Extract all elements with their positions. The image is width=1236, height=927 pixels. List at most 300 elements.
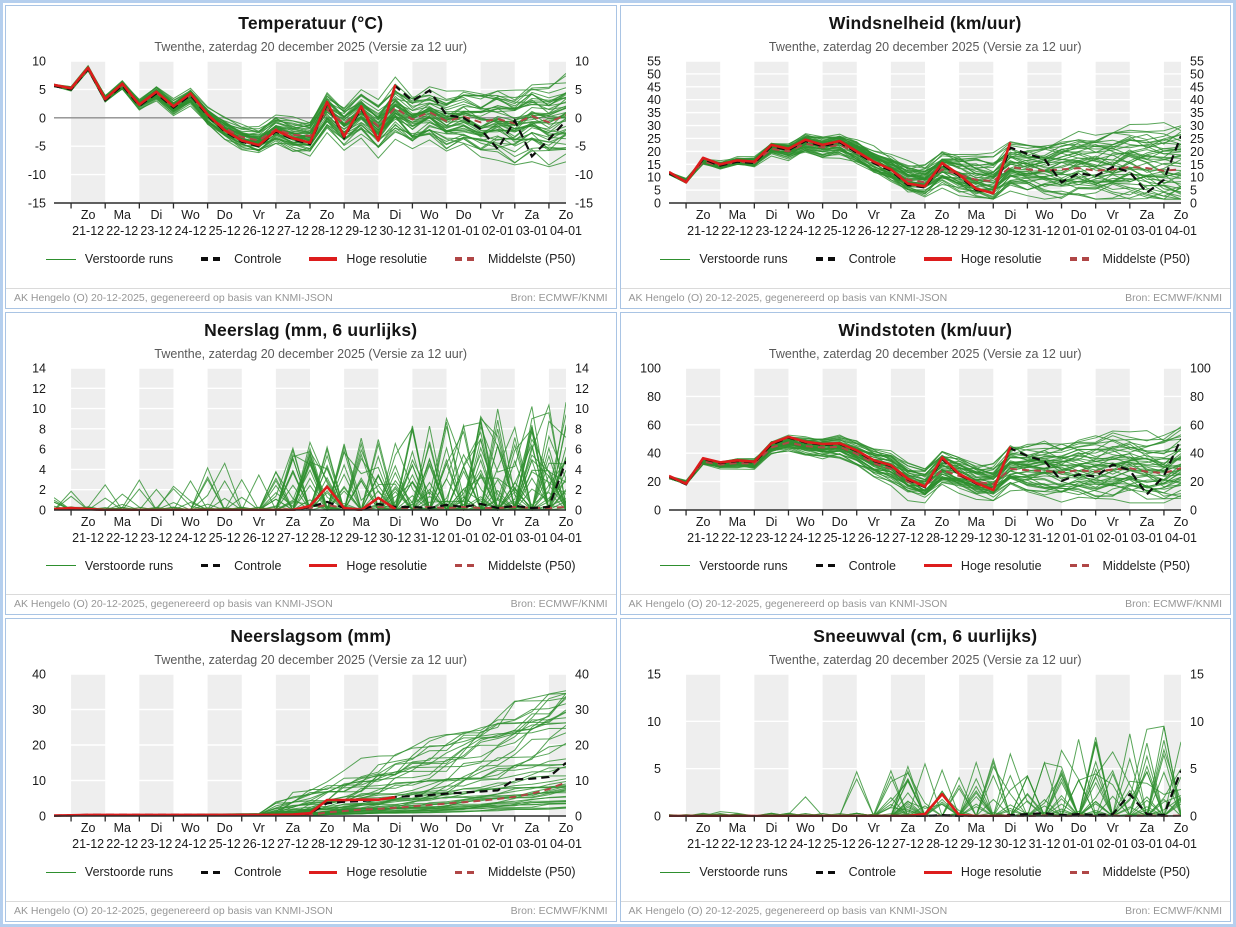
- svg-text:21-12: 21-12: [686, 224, 719, 238]
- svg-text:24-12: 24-12: [789, 224, 822, 238]
- svg-text:02-01: 02-01: [481, 224, 514, 238]
- svg-text:0: 0: [1189, 809, 1197, 824]
- svg-text:40: 40: [1189, 446, 1204, 461]
- svg-text:5: 5: [1189, 762, 1197, 777]
- black-dashed-line-icon: [201, 257, 225, 260]
- svg-text:Di: Di: [1003, 514, 1016, 529]
- svg-text:22-12: 22-12: [720, 530, 753, 545]
- legend-item-hoge-resolutie: [924, 252, 1042, 266]
- svg-text:5: 5: [653, 762, 661, 777]
- svg-text:15: 15: [646, 157, 661, 172]
- svg-text:Vr: Vr: [867, 821, 880, 836]
- svg-text:40: 40: [575, 668, 589, 682]
- svg-text:80: 80: [646, 389, 661, 404]
- svg-text:25-12: 25-12: [823, 837, 856, 852]
- footer-source-left: AK Hengelo (O) 20-12-2025, gegenereerd op basis van KNMI-JSON: [14, 904, 333, 917]
- svg-text:10: 10: [646, 715, 661, 730]
- svg-text:0: 0: [575, 503, 582, 518]
- svg-text:Zo: Zo: [558, 821, 574, 836]
- svg-text:21-12: 21-12: [72, 530, 105, 545]
- svg-text:Ma: Ma: [113, 821, 131, 836]
- svg-text:03-01: 03-01: [515, 224, 548, 238]
- svg-text:Zo: Zo: [1173, 821, 1188, 836]
- svg-text:2: 2: [39, 482, 46, 497]
- svg-text:Do: Do: [216, 514, 233, 529]
- legend-label: Verstoorde runs: [699, 252, 788, 266]
- svg-text:100: 100: [639, 361, 661, 376]
- svg-text:10: 10: [646, 170, 661, 185]
- svg-text:20: 20: [575, 738, 589, 753]
- svg-text:20: 20: [646, 474, 661, 489]
- legend-item-controle: [201, 865, 281, 879]
- chart-subtitle: Twenthe, zaterdag 20 december 2025 (Versie za 12 uur): [768, 40, 1082, 54]
- svg-text:Ma: Ma: [352, 208, 370, 222]
- svg-text:28-12: 28-12: [925, 530, 958, 545]
- svg-text:Vr: Vr: [491, 821, 504, 836]
- chart-legend: [621, 559, 1231, 573]
- svg-text:45: 45: [646, 80, 661, 95]
- svg-text:21-12: 21-12: [72, 224, 105, 238]
- legend-label: Middelste (P50): [1102, 865, 1191, 880]
- svg-text:Di: Di: [389, 514, 402, 529]
- svg-text:Di: Di: [150, 208, 163, 222]
- svg-text:0: 0: [39, 503, 46, 518]
- svg-text:Do: Do: [455, 208, 472, 222]
- svg-text:-15: -15: [27, 196, 46, 211]
- svg-text:01-01: 01-01: [1062, 837, 1095, 852]
- svg-text:Ma: Ma: [967, 821, 985, 836]
- svg-text:03-01: 03-01: [1130, 530, 1163, 545]
- svg-text:30-12: 30-12: [379, 837, 412, 852]
- svg-text:03-01: 03-01: [1130, 837, 1163, 852]
- svg-text:29-12: 29-12: [959, 224, 992, 238]
- legend-item-hoge-resolutie: [924, 559, 1042, 573]
- svg-text:5: 5: [1189, 183, 1197, 198]
- legend-item-hoge-resolutie: [309, 559, 427, 573]
- svg-text:0: 0: [39, 111, 46, 126]
- svg-text:30-12: 30-12: [993, 224, 1026, 238]
- svg-text:Vr: Vr: [252, 208, 265, 222]
- svg-text:22-12: 22-12: [720, 224, 753, 238]
- svg-text:23-12: 23-12: [140, 530, 173, 545]
- svg-text:Za: Za: [285, 821, 301, 836]
- chart-footer: [6, 288, 616, 308]
- svg-text:30-12: 30-12: [379, 224, 412, 238]
- svg-text:Vr: Vr: [867, 514, 880, 529]
- svg-text:Vr: Vr: [1106, 514, 1119, 529]
- svg-text:04-01: 04-01: [1164, 224, 1197, 238]
- svg-text:15: 15: [1189, 157, 1204, 172]
- legend-label: Middelste (P50): [488, 252, 576, 266]
- green-line-icon: [660, 259, 690, 260]
- svg-text:Vr: Vr: [1106, 821, 1119, 836]
- legend-label: Verstoorde runs: [699, 558, 788, 573]
- svg-text:0: 0: [39, 809, 46, 824]
- svg-text:01-01: 01-01: [447, 224, 480, 238]
- svg-text:Za: Za: [524, 821, 540, 836]
- svg-text:Do: Do: [455, 821, 472, 836]
- black-dashed-line-icon: [201, 871, 225, 874]
- svg-text:Zo: Zo: [1173, 514, 1188, 529]
- legend-label: Controle: [848, 252, 896, 266]
- svg-text:2: 2: [575, 482, 582, 497]
- svg-text:Za: Za: [524, 208, 540, 222]
- svg-text:27-12: 27-12: [891, 224, 924, 238]
- svg-text:20: 20: [32, 738, 46, 753]
- chart-title: Neerslag (mm, 6 uurlijks): [204, 319, 418, 340]
- svg-text:21-12: 21-12: [686, 530, 719, 545]
- svg-text:Di: Di: [389, 208, 402, 222]
- svg-text:Wo: Wo: [420, 821, 439, 836]
- svg-text:0: 0: [1189, 503, 1197, 518]
- footer-source-right: Bron: ECMWF/KNMI: [510, 291, 608, 304]
- black-dashed-line-icon: [816, 564, 840, 567]
- svg-text:55: 55: [1189, 55, 1204, 69]
- svg-text:22-12: 22-12: [106, 530, 139, 545]
- legend-label: Verstoorde runs: [84, 252, 174, 266]
- svg-text:Za: Za: [1139, 821, 1154, 836]
- svg-text:02-01: 02-01: [481, 837, 514, 852]
- svg-text:21-12: 21-12: [72, 837, 105, 852]
- svg-text:25-12: 25-12: [208, 837, 241, 852]
- svg-text:26-12: 26-12: [857, 224, 890, 238]
- chart-subtitle: Twenthe, zaterdag 20 december 2025 (Versie za 12 uur): [154, 346, 468, 361]
- svg-text:20: 20: [646, 144, 661, 159]
- legend-item-controle: [201, 559, 281, 573]
- legend-label: Middelste (P50): [488, 558, 576, 573]
- chart-title: Sneeuwval (cm, 6 uurlijks): [813, 626, 1038, 647]
- svg-text:50: 50: [1189, 67, 1204, 82]
- svg-text:Do: Do: [831, 821, 848, 836]
- svg-text:-15: -15: [575, 196, 594, 211]
- svg-text:Wo: Wo: [795, 208, 815, 222]
- chart-subtitle: Twenthe, zaterdag 20 december 2025 (Versie za 12 uur): [768, 653, 1082, 668]
- svg-text:31-12: 31-12: [1027, 530, 1060, 545]
- chart-panel-windstoten: [620, 312, 1232, 616]
- chart-legend: [6, 559, 616, 573]
- svg-text:Za: Za: [1139, 514, 1154, 529]
- svg-text:03-01: 03-01: [1130, 224, 1163, 238]
- legend-label: Hoge resolutie: [346, 558, 428, 573]
- svg-text:Di: Di: [764, 514, 777, 529]
- svg-text:02-01: 02-01: [481, 530, 514, 545]
- svg-text:Zo: Zo: [319, 821, 335, 836]
- legend-item-verstoorde-runs: [46, 252, 173, 266]
- legend-item-verstoorde-runs: [46, 865, 173, 879]
- svg-text:Zo: Zo: [695, 208, 710, 222]
- svg-text:30-12: 30-12: [993, 530, 1026, 545]
- svg-text:35: 35: [1189, 106, 1204, 121]
- svg-text:Za: Za: [285, 208, 301, 222]
- legend-item-middelste-p50: [455, 252, 576, 266]
- svg-text:Wo: Wo: [420, 514, 439, 529]
- svg-text:29-12: 29-12: [345, 530, 378, 545]
- svg-text:30: 30: [575, 703, 589, 718]
- svg-text:35: 35: [646, 106, 661, 121]
- svg-text:26-12: 26-12: [242, 224, 275, 238]
- chart-panel-sneeuwval: [620, 618, 1232, 922]
- darkred-dashed-line-icon: [455, 871, 479, 874]
- svg-text:0: 0: [575, 111, 582, 126]
- legend-label: Controle: [234, 252, 282, 266]
- svg-text:04-01: 04-01: [1164, 837, 1197, 852]
- legend-item-controle: [816, 252, 896, 266]
- svg-text:6: 6: [39, 442, 46, 457]
- svg-text:31-12: 31-12: [1027, 837, 1060, 852]
- svg-text:10: 10: [32, 774, 46, 789]
- svg-text:0: 0: [653, 196, 661, 211]
- precipitation-chart: [6, 362, 617, 548]
- svg-text:Do: Do: [1070, 821, 1087, 836]
- svg-text:Wo: Wo: [1034, 821, 1054, 836]
- svg-text:Ma: Ma: [728, 208, 746, 222]
- legend-item-middelste-p50: [1070, 559, 1191, 573]
- svg-text:50: 50: [646, 67, 661, 82]
- green-line-icon: [660, 872, 690, 873]
- svg-text:31-12: 31-12: [413, 530, 446, 545]
- legend-item-verstoorde-runs: [46, 559, 173, 573]
- svg-text:Di: Di: [764, 821, 777, 836]
- legend-label: Hoge resolutie: [346, 252, 428, 266]
- footer-source-right: Bron: ECMWF/KNMI: [1125, 598, 1222, 611]
- legend-item-hoge-resolutie: [924, 865, 1042, 879]
- svg-text:03-01: 03-01: [515, 837, 548, 852]
- svg-text:Di: Di: [1003, 821, 1016, 836]
- chart-legend: [621, 252, 1231, 266]
- legend-label: Verstoorde runs: [84, 865, 174, 880]
- svg-text:12: 12: [32, 381, 46, 396]
- svg-text:24-12: 24-12: [174, 224, 207, 238]
- windgust-chart: [621, 362, 1232, 548]
- black-dashed-line-icon: [816, 871, 840, 874]
- legend-item-controle: [816, 559, 896, 573]
- svg-text:Za: Za: [1139, 208, 1154, 222]
- svg-text:02-01: 02-01: [1096, 530, 1129, 545]
- svg-text:10: 10: [575, 774, 589, 789]
- svg-text:22-12: 22-12: [106, 837, 139, 852]
- snowfall-chart: [621, 668, 1232, 854]
- svg-text:04-01: 04-01: [550, 530, 582, 545]
- svg-text:01-01: 01-01: [447, 837, 480, 852]
- svg-text:0: 0: [653, 503, 661, 518]
- svg-text:Zo: Zo: [695, 514, 710, 529]
- svg-text:0: 0: [1189, 196, 1197, 211]
- legend-label: Middelste (P50): [1102, 252, 1191, 266]
- svg-text:30: 30: [32, 703, 46, 718]
- green-line-icon: [46, 872, 76, 873]
- svg-text:10: 10: [32, 55, 46, 69]
- svg-text:04-01: 04-01: [550, 837, 582, 852]
- svg-text:Wo: Wo: [1034, 208, 1054, 222]
- svg-text:0: 0: [575, 809, 582, 824]
- svg-text:20: 20: [1189, 144, 1204, 159]
- legend-item-middelste-p50: [1070, 865, 1191, 879]
- chart-panel-neerslag: [5, 312, 617, 616]
- svg-text:-10: -10: [575, 168, 594, 183]
- svg-text:80: 80: [1189, 389, 1204, 404]
- svg-text:100: 100: [1189, 361, 1211, 376]
- svg-text:Zo: Zo: [319, 514, 335, 529]
- svg-text:-5: -5: [575, 139, 587, 154]
- legend-item-middelste-p50: [455, 865, 576, 879]
- svg-text:40: 40: [32, 668, 46, 682]
- legend-item-controle: [201, 252, 281, 266]
- svg-text:23-12: 23-12: [140, 224, 173, 238]
- darkred-dashed-line-icon: [455, 564, 479, 567]
- footer-source-right: Bron: ECMWF/KNMI: [510, 598, 608, 611]
- legend-item-verstoorde-runs: [660, 559, 787, 573]
- svg-text:Wo: Wo: [181, 821, 200, 836]
- windspeed-chart: [621, 55, 1232, 241]
- svg-text:Ma: Ma: [967, 208, 985, 222]
- svg-text:60: 60: [1189, 417, 1204, 432]
- chart-footer: [621, 901, 1231, 921]
- svg-text:Za: Za: [524, 514, 540, 529]
- black-dashed-line-icon: [201, 564, 225, 567]
- svg-text:24-12: 24-12: [789, 530, 822, 545]
- footer-source-left: AK Hengelo (O) 20-12-2025, gegenereerd op basis van KNMI-JSON: [628, 598, 948, 611]
- svg-text:27-12: 27-12: [891, 530, 924, 545]
- red-line-icon: [924, 871, 952, 875]
- chart-footer: [6, 901, 616, 921]
- precipitation-sum-chart: [6, 668, 617, 854]
- svg-text:Di: Di: [150, 514, 163, 529]
- svg-text:Vr: Vr: [252, 821, 265, 836]
- svg-text:15: 15: [646, 668, 661, 682]
- svg-text:Vr: Vr: [491, 208, 504, 222]
- svg-text:60: 60: [646, 417, 661, 432]
- svg-text:8: 8: [39, 422, 46, 437]
- legend-label: Verstoorde runs: [84, 558, 174, 573]
- svg-text:Do: Do: [1070, 514, 1087, 529]
- chart-title: Neerslagsom (mm): [230, 626, 392, 647]
- svg-text:Zo: Zo: [319, 208, 335, 222]
- svg-text:Ma: Ma: [113, 514, 131, 529]
- svg-text:Zo: Zo: [934, 821, 949, 836]
- svg-text:-10: -10: [27, 168, 46, 183]
- legend-label: Hoge resolutie: [960, 865, 1042, 880]
- svg-text:Zo: Zo: [558, 208, 574, 222]
- svg-text:Zo: Zo: [934, 514, 949, 529]
- svg-text:22-12: 22-12: [720, 837, 753, 852]
- svg-text:Zo: Zo: [80, 514, 96, 529]
- svg-text:21-12: 21-12: [686, 837, 719, 852]
- svg-text:26-12: 26-12: [857, 837, 890, 852]
- svg-text:26-12: 26-12: [242, 837, 275, 852]
- svg-text:30-12: 30-12: [379, 530, 412, 545]
- svg-text:Ma: Ma: [352, 821, 370, 836]
- svg-text:40: 40: [646, 446, 661, 461]
- svg-text:02-01: 02-01: [1096, 837, 1129, 852]
- legend-item-middelste-p50: [1070, 252, 1191, 266]
- footer-source-left: AK Hengelo (O) 20-12-2025, gegenereerd op basis van KNMI-JSON: [628, 291, 948, 304]
- svg-text:Di: Di: [764, 208, 777, 222]
- legend-label: Middelste (P50): [1102, 558, 1191, 573]
- svg-text:40: 40: [646, 93, 661, 108]
- svg-text:Di: Di: [389, 821, 402, 836]
- svg-text:Do: Do: [216, 821, 233, 836]
- svg-text:-5: -5: [34, 139, 46, 154]
- legend-label: Verstoorde runs: [699, 865, 788, 880]
- svg-text:Wo: Wo: [795, 514, 815, 529]
- svg-text:Za: Za: [285, 514, 301, 529]
- footer-source-left: AK Hengelo (O) 20-12-2025, gegenereerd op basis van KNMI-JSON: [14, 291, 333, 304]
- svg-text:Vr: Vr: [491, 514, 504, 529]
- svg-text:Vr: Vr: [1106, 208, 1119, 222]
- svg-text:29-12: 29-12: [345, 837, 378, 852]
- svg-text:31-12: 31-12: [1027, 224, 1060, 238]
- svg-text:Zo: Zo: [1173, 208, 1188, 222]
- legend-label: Controle: [848, 865, 896, 880]
- svg-text:01-01: 01-01: [447, 530, 480, 545]
- svg-text:10: 10: [1189, 715, 1204, 730]
- svg-text:26-12: 26-12: [857, 530, 890, 545]
- legend-item-hoge-resolutie: [309, 252, 427, 266]
- legend-label: Middelste (P50): [488, 865, 576, 880]
- svg-text:4: 4: [575, 462, 582, 477]
- chart-panel-neerslagsom: [5, 618, 617, 922]
- svg-text:31-12: 31-12: [413, 224, 446, 238]
- svg-text:22-12: 22-12: [106, 224, 139, 238]
- svg-text:28-12: 28-12: [311, 530, 344, 545]
- svg-text:30: 30: [646, 119, 661, 134]
- red-line-icon: [309, 257, 337, 261]
- svg-text:10: 10: [575, 55, 589, 69]
- chart-panel-windsnelheid: [620, 5, 1232, 309]
- legend-item-verstoorde-runs: [660, 865, 787, 879]
- green-line-icon: [46, 565, 76, 566]
- svg-text:25-12: 25-12: [208, 530, 241, 545]
- svg-text:29-12: 29-12: [959, 530, 992, 545]
- svg-text:27-12: 27-12: [276, 530, 309, 545]
- svg-text:25: 25: [1189, 131, 1204, 146]
- chart-title: Windsnelheid (km/uur): [828, 13, 1022, 33]
- green-line-icon: [46, 259, 76, 260]
- temperature-chart: [6, 55, 617, 241]
- chart-legend: [6, 252, 616, 266]
- svg-text:Wo: Wo: [420, 208, 439, 222]
- svg-text:12: 12: [575, 381, 589, 396]
- chart-subtitle: Twenthe, zaterdag 20 december 2025 (Versie za 12 uur): [154, 653, 468, 668]
- svg-text:Wo: Wo: [795, 821, 815, 836]
- svg-text:24-12: 24-12: [174, 530, 207, 545]
- svg-text:14: 14: [32, 361, 46, 376]
- svg-text:27-12: 27-12: [276, 224, 309, 238]
- svg-text:28-12: 28-12: [311, 837, 344, 852]
- svg-text:27-12: 27-12: [276, 837, 309, 852]
- svg-text:23-12: 23-12: [754, 530, 787, 545]
- svg-text:Di: Di: [150, 821, 163, 836]
- svg-text:Zo: Zo: [80, 821, 96, 836]
- footer-source-right: Bron: ECMWF/KNMI: [1125, 904, 1222, 917]
- svg-text:03-01: 03-01: [515, 530, 548, 545]
- legend-label: Hoge resolutie: [960, 558, 1042, 573]
- footer-source-right: Bron: ECMWF/KNMI: [510, 904, 608, 917]
- legend-label: Hoge resolutie: [346, 865, 428, 880]
- svg-text:55: 55: [646, 55, 661, 69]
- svg-text:5: 5: [653, 183, 661, 198]
- svg-text:25: 25: [646, 131, 661, 146]
- svg-text:Do: Do: [216, 208, 233, 222]
- svg-text:25-12: 25-12: [208, 224, 241, 238]
- chart-title: Temperatuur (°C): [238, 13, 384, 33]
- svg-text:Ma: Ma: [352, 514, 370, 529]
- svg-text:0: 0: [653, 809, 661, 824]
- svg-text:14: 14: [575, 361, 589, 376]
- chart-subtitle: Twenthe, zaterdag 20 december 2025 (Versie za 12 uur): [154, 40, 468, 54]
- legend-item-middelste-p50: [455, 559, 576, 573]
- chart-subtitle: Twenthe, zaterdag 20 december 2025 (Versie za 12 uur): [768, 346, 1082, 361]
